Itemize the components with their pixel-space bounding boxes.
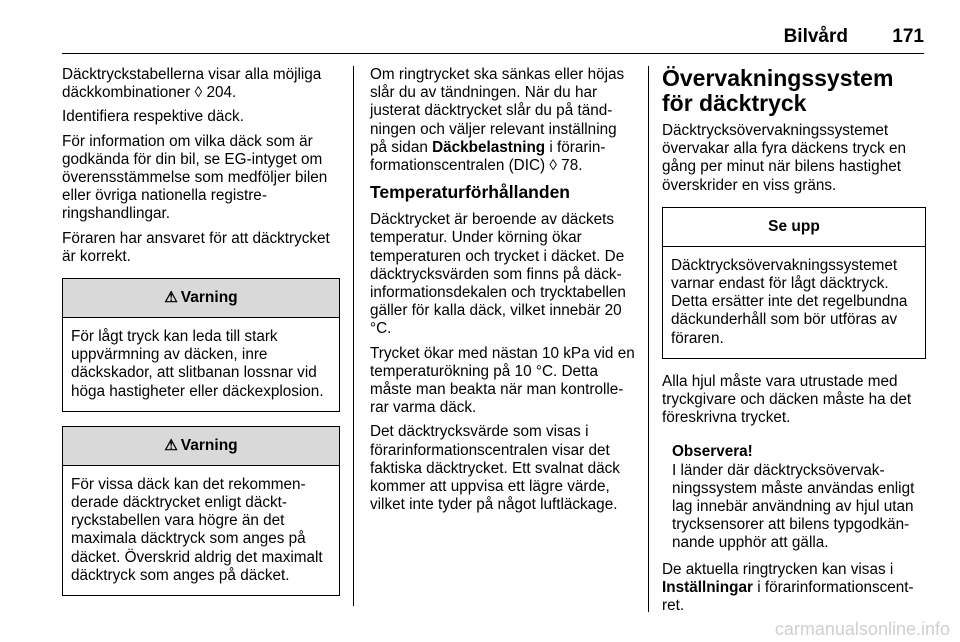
column-divider [648, 66, 649, 612]
warning-title: Varning [180, 436, 238, 454]
header-rule [62, 53, 924, 54]
paragraph [662, 561, 926, 616]
paragraph: Trycket ökar med nästan 10 kPa vid en temperaturökning på 10 °C. Detta måste man beakta när man kontrollerar varma däck. [370, 344, 635, 417]
warning-title: Varning [180, 289, 238, 307]
warning-text: För vissa däck kan det rekommenderade däcktrycket enligt däcktryckstabellen vara högre än det maximala däcktryck som anges på däcket. Överskrid aldrig det maximalt däcktryck som anges på däcket. [71, 475, 323, 584]
column-divider [353, 66, 354, 606]
paragraph: Däcktryckstabellerna visar alla möjliga däckkombinationer ◊ 204. [62, 66, 322, 102]
caution-box [662, 207, 926, 359]
column-3 [662, 66, 926, 621]
chapter-heading: Övervakningssystem för däcktryck [662, 65, 894, 116]
paragraph: Identifiera respektive däck. [62, 108, 244, 126]
column-2 [370, 66, 636, 520]
warning-box [62, 426, 340, 596]
warning-box [62, 278, 340, 412]
watermark: carmanualsonline.info [774, 619, 950, 639]
paragraph: Det däcktrycksvärde som visas i förarinformationscentralen visar det faktiska däcktrycket. Ett svalnat däck kommer att uppvisa ett lägre värde, vilket inte tyder på något luftläckage. [370, 423, 620, 514]
section-heading: Temperaturförhållanden [370, 182, 570, 203]
paragraph: Föraren har ansvaret för att däcktrycket är korrekt. [62, 229, 330, 265]
warning-icon: ⚠ [164, 289, 178, 307]
text-span: De aktuella ringtrycken kan visas i [662, 560, 894, 578]
warning-header [63, 427, 339, 466]
paragraph: Däcktrycksövervakningssystemet övervakar alla fyra däckens tryck en gång per minut när bilens hastighet överskrider en viss gräns. [662, 122, 907, 194]
caution-header: Se upp [663, 208, 925, 247]
note-title: Observera! [672, 443, 753, 461]
paragraph: Däcktrycket är beroende av däckets temperatur. Under körning ökar temperaturen och trycket i däcket. De däcktrycksvärden som finns på däckinformationsdekalen och trycktabellen gäller för kalla däck, vilket innebär 20 °C. [370, 211, 626, 338]
page-header [0, 26, 960, 56]
warning-text: För lågt tryck kan leda till stark uppvärmning av däcken, inre däckskador, att slitbanan lossnar vid höga hastigheter eller däckexplosion. [71, 328, 324, 400]
note-text: I länder där däcktrycksövervakningssystem måste användas enligt lag innebär användning av hjul utan trycksensorer att bilens typgodkännande upphör att gälla. [672, 461, 915, 552]
page-number: 171 [892, 26, 924, 47]
warning-icon: ⚠ [164, 436, 178, 454]
menu-reference: Däckbelastning [432, 138, 546, 156]
section-title: Bilvård [783, 26, 848, 47]
column-1 [62, 66, 340, 610]
text-span: i förarinformationscentralen (DIC) ◊ 78. [370, 138, 606, 175]
caution-text: Däcktrycksövervakningssystemet varnar endast för lågt däcktryck. Detta ersätter inte det regelbundna däckunderhåll som bör utföras av föraren. [671, 256, 908, 347]
paragraph: För information om vilka däck som är godkända för din bil, se EG-intyget om överensstämmelse som medföljer bilen eller övriga nationella registreringshandlingar. [62, 132, 328, 223]
text-span: Om ringtrycket ska sänkas eller höjas slår du av tändningen. När du har justerat däcktrycket slår du på tändningen och väljer relevant inställning på sidan [370, 66, 625, 156]
paragraph [370, 66, 636, 175]
paragraph: Alla hjul måste vara utrustade med tryckgivare och däcken måste ha det föreskrivna trycket. [662, 372, 912, 427]
note-block [672, 443, 926, 552]
text-span: i förarinformationscentret. [662, 578, 914, 615]
menu-reference: Inställningar [662, 578, 753, 596]
warning-header [63, 279, 339, 318]
